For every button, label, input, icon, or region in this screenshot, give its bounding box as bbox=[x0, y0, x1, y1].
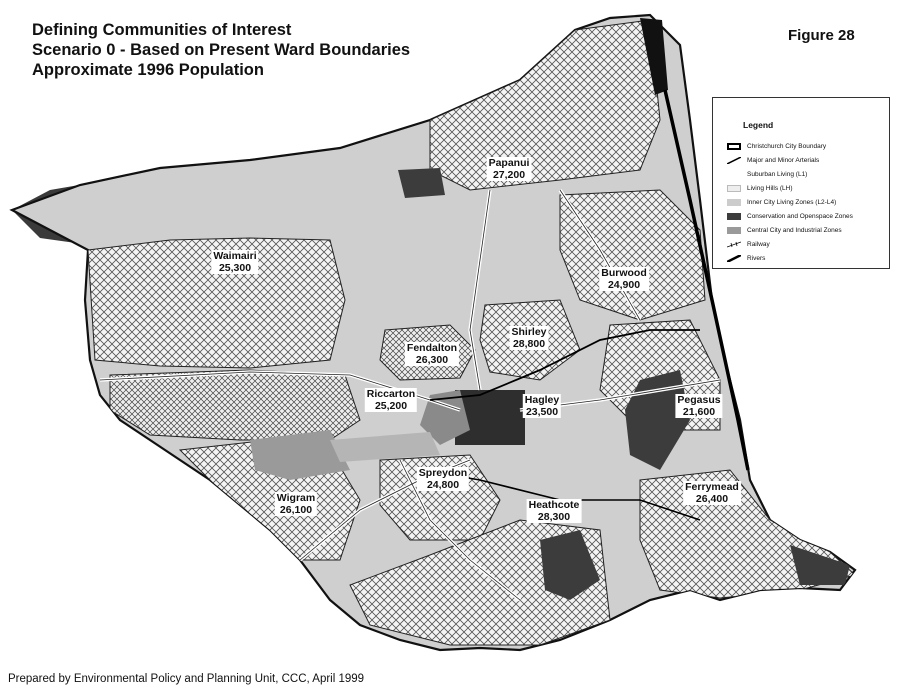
legend-item-living-hills bbox=[727, 183, 793, 193]
ward-label-shirley bbox=[509, 326, 548, 350]
ward-area-papanui bbox=[430, 20, 660, 190]
legend-item-industrial bbox=[727, 225, 842, 235]
ward-name: Pegasus bbox=[677, 394, 721, 406]
legend-item-label: Major and Minor Arterials bbox=[747, 156, 820, 164]
legend-item-label: Railway bbox=[747, 240, 770, 248]
ward-population: 21,600 bbox=[682, 406, 716, 418]
ward-name: Waimairi bbox=[213, 250, 257, 262]
map-title bbox=[32, 20, 410, 80]
ward-population: 26,400 bbox=[695, 493, 729, 505]
suburban-swatch-icon bbox=[727, 171, 741, 178]
ward-population: 27,200 bbox=[492, 169, 526, 181]
inner-city-swatch-icon bbox=[727, 199, 741, 206]
legend-item-railway bbox=[727, 239, 770, 249]
ward-name: Burwood bbox=[601, 267, 647, 279]
legend-item-label: Conservation and Openspace Zones bbox=[747, 212, 853, 220]
ward-label-papanui bbox=[487, 157, 532, 181]
legend-item-label: Living Hills (LH) bbox=[747, 184, 793, 192]
legend-item-rivers bbox=[727, 253, 765, 263]
ward-population: 24,900 bbox=[607, 279, 641, 291]
ward-population: 28,800 bbox=[512, 338, 546, 350]
ward-label-waimairi bbox=[211, 250, 258, 274]
legend-item-label: Central City and Industrial Zones bbox=[747, 226, 842, 234]
ward-label-hagley bbox=[523, 394, 561, 418]
ward-name: Hagley bbox=[524, 394, 560, 406]
ward-population: 25,300 bbox=[218, 262, 252, 274]
legend-item-inner-city bbox=[727, 197, 836, 207]
hills-swatch-icon bbox=[727, 185, 741, 192]
railway-line-icon bbox=[727, 241, 741, 248]
ward-label-ferrymead bbox=[683, 481, 741, 505]
legend-item-label: Rivers bbox=[747, 254, 766, 262]
ward-label-burwood bbox=[599, 267, 649, 291]
conservation-zone-north bbox=[398, 168, 445, 198]
ward-name: Heathcote bbox=[528, 499, 580, 511]
legend-item-label: Christchurch City Boundary bbox=[747, 142, 827, 150]
map-legend bbox=[712, 97, 890, 269]
ward-label-spreydon bbox=[417, 467, 469, 491]
ward-label-riccarton bbox=[365, 388, 417, 412]
ward-name: Wigram bbox=[276, 492, 316, 504]
arterial-line-icon bbox=[727, 157, 741, 164]
ward-name: Papanui bbox=[488, 157, 530, 169]
legend-item-suburban-living bbox=[727, 169, 807, 179]
ward-label-pegasus bbox=[675, 394, 722, 418]
boundary-swatch-icon bbox=[727, 143, 741, 150]
ward-population: 28,300 bbox=[537, 511, 571, 523]
ward-name: Fendalton bbox=[406, 342, 458, 354]
legend-heading: Legend bbox=[743, 120, 774, 130]
ward-name: Riccarton bbox=[366, 388, 416, 400]
footer-credit: Prepared by Environmental Policy and Planning Unit, CCC, April 1999 bbox=[8, 673, 365, 685]
ward-label-wigram bbox=[275, 492, 317, 516]
industrial-swatch-icon bbox=[727, 227, 741, 234]
legend-item-label: Inner City Living Zones (L2-L4) bbox=[747, 198, 837, 206]
conservation-swatch-icon bbox=[727, 213, 741, 220]
ward-population: 24,800 bbox=[426, 479, 460, 491]
ward-label-fendalton bbox=[405, 342, 459, 366]
title-line-3: Approximate 1996 Population bbox=[32, 61, 264, 79]
ward-population: 26,300 bbox=[415, 354, 449, 366]
ward-name: Ferrymead bbox=[685, 481, 739, 493]
legend-item-conservation bbox=[727, 211, 853, 221]
title-line-1: Defining Communities of Interest bbox=[32, 21, 292, 39]
title-line-2: Scenario 0 - Based on Present Ward Boundaries bbox=[32, 41, 411, 59]
ward-population: 23,500 bbox=[525, 406, 559, 418]
legend-item-city-boundary bbox=[727, 141, 826, 151]
ward-area-riccarton bbox=[110, 370, 360, 440]
ward-name: Spreydon bbox=[418, 467, 468, 479]
ward-name: Shirley bbox=[511, 326, 547, 338]
figure-label: Figure 28 bbox=[788, 27, 855, 44]
ward-label-heathcote bbox=[527, 499, 582, 523]
legend-item-label: Suburban Living (L1) bbox=[747, 170, 808, 178]
legend-item-arterials bbox=[727, 155, 819, 165]
river-line-icon bbox=[727, 255, 741, 262]
ward-population: 25,200 bbox=[374, 400, 408, 412]
ward-population: 26,100 bbox=[279, 504, 313, 516]
